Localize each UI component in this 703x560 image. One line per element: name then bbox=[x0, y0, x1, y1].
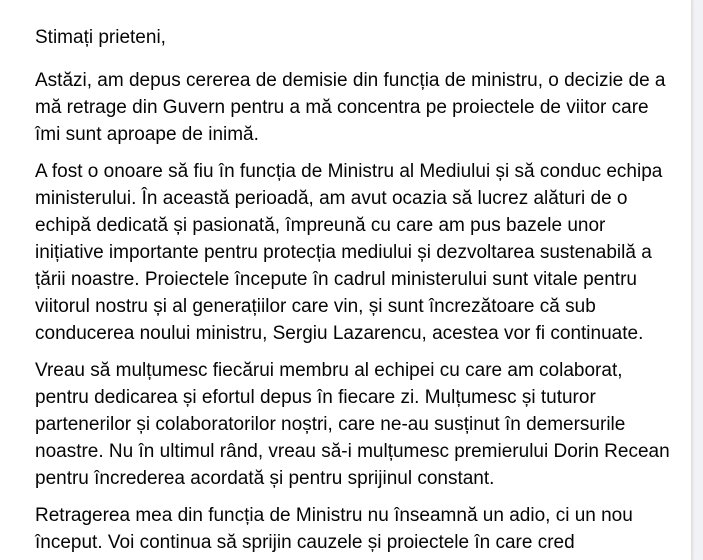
post-body bbox=[35, 24, 675, 560]
post-header bbox=[0, 0, 691, 8]
post-paragraph: Retragerea mea din funcția de Ministru nu înseamnă un adio, ci un nou început. Voi continua să sprijin cauzele și proiectele în care cred bbox=[35, 505, 633, 553]
post-paragraph: Astăzi, am depus cererea de demisie din funcția de ministru, o decizie de a mă retrage din Guvern pentru a mă concentra pe proiectele de viitor care îmi sunt aproape de inimă. bbox=[35, 70, 666, 145]
post-paragraph: Vreau să mulțumesc fiecărui membru al echipei cu care am colaborat, pentru dedicarea și efortul depus în fiecare zi. Mulțumesc și tuturor partenerilor și colaboratorilor noștri, care ne-au susținut în demersurile noastre. Nu în ultimul rând, vreau să-i mulțumesc premierului Dorin Recean pentru încrederea acordată și pentru sprijinul constant. bbox=[35, 360, 670, 489]
post-greeting: Stimați prieteni, bbox=[35, 27, 166, 48]
post-paragraph: A fost o onoare să fiu în funcția de Ministru al Mediului și să conduc echipa ministerului. În această perioadă, am avut ocazia să lucrez alături de o echipă dedicată și pasionată, împreună cu care am pus bazele unor inițiative importante pentru protecția mediului și dezvoltarea sustenabilă a țării noastre. Proiectele începute în cadrul ministerului sunt vitale pentru viitorul nostru și al generațiilor care vin, și sunt încrezătoare că sub conducerea noului ministru, Sergiu Lazarencu, acestea vor fi continuate. bbox=[35, 161, 663, 344]
